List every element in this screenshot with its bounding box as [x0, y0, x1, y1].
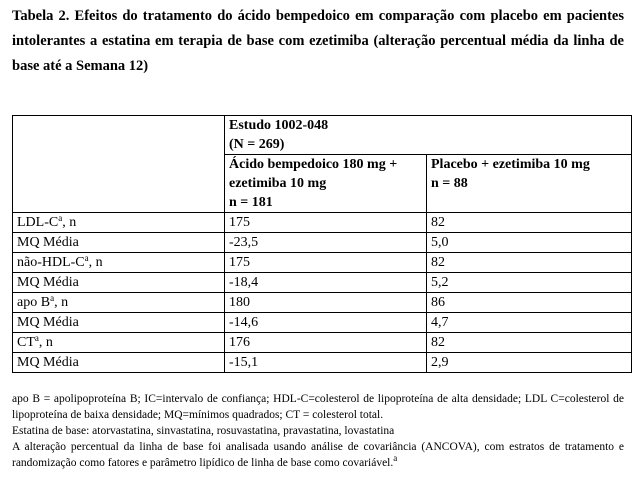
arm1-value: 176	[225, 333, 427, 353]
row-label-text: MQ Média	[17, 235, 79, 250]
row-label-suffix: , n	[88, 255, 103, 270]
arm1-name-line2: ezetimiba 10 mg	[229, 176, 327, 191]
row-label-text: CT	[17, 335, 35, 350]
arm1-header	[225, 155, 427, 213]
row-label-text: MQ Média	[17, 275, 79, 290]
footnote-background-statin: Estatina de base: atorvastatina, sinvastatina, rosuvastatina, pravastatina, lovastatina	[12, 425, 395, 437]
arm1-value: -23,5	[225, 233, 427, 253]
arm1-value: 180	[225, 293, 427, 313]
arm2-value: 2,9	[427, 353, 632, 373]
arm1-value: -15,1	[225, 353, 427, 373]
row-label-superscript: a	[34, 333, 39, 343]
arm2-value: 82	[427, 253, 632, 273]
arm2-value: 5,0	[427, 233, 632, 253]
row-label	[13, 233, 225, 253]
row-label-text: apo B	[17, 295, 51, 310]
row-label	[13, 353, 225, 373]
study-total-n: (N = 269)	[229, 137, 285, 152]
arm1-n: n = 181	[229, 195, 273, 210]
results-table	[12, 115, 632, 373]
table-row	[13, 213, 632, 233]
table-row	[13, 333, 632, 353]
row-label-suffix: , n	[62, 215, 77, 230]
footnote-abbreviations: apo B = apolipoproteína B; IC=intervalo de confiança; HDL-C=colesterol de lipoproteína de alta densidade; LDL C=colesterol de lipoproteína de baixa densidade; MQ=mínimos quadrados; CT = colesterol total.	[12, 393, 624, 421]
row-label	[13, 293, 225, 313]
footnote-analysis-marker: a	[393, 453, 398, 463]
arm2-name: Placebo + ezetimiba 10 mg	[431, 157, 590, 172]
study-name: Estudo 1002-048	[229, 118, 329, 133]
table-row	[13, 353, 632, 373]
study-header-cell	[225, 116, 632, 155]
row-label	[13, 333, 225, 353]
header-empty-cell	[13, 116, 225, 213]
table-row	[13, 253, 632, 273]
table-caption: Tabela 2. Efeitos do tratamento do ácido bempedoico em comparação com placebo em pacientes intolerantes a estatina em terapia de base com ezetimiba (alteração percentual média da linha de base até a Semana 12)	[12, 8, 624, 74]
arm2-value: 82	[427, 333, 632, 353]
arm1-value: 175	[225, 213, 427, 233]
row-label	[13, 313, 225, 333]
row-label-text: LDL-C	[17, 215, 59, 230]
arm2-header	[427, 155, 632, 213]
arm1-value: 175	[225, 253, 427, 273]
row-label-superscript: a	[84, 253, 89, 263]
row-label-superscript: a	[50, 293, 55, 303]
table-row	[13, 313, 632, 333]
row-label-text: MQ Média	[17, 315, 79, 330]
footnote-analysis-text: A alteração percentual da linha de base foi analisada usando análise de covariância (ANCOVA), com estratos de tratamento e randomização como fatores e parâmetro lipídico de linha de base como covariável.	[12, 441, 624, 469]
table-body	[13, 213, 632, 373]
table-row	[13, 273, 632, 293]
arm2-value: 4,7	[427, 313, 632, 333]
row-label	[13, 253, 225, 273]
footnotes	[12, 391, 624, 471]
arm2-n: n = 88	[431, 176, 468, 191]
row-label	[13, 273, 225, 293]
arm2-value: 86	[427, 293, 632, 313]
arm1-value: -14,6	[225, 313, 427, 333]
arm2-value: 82	[427, 213, 632, 233]
row-label	[13, 213, 225, 233]
table-row	[13, 233, 632, 253]
arm1-name-line1: Ácido bempedoico 180 mg +	[229, 157, 398, 172]
row-label-text: MQ Média	[17, 355, 79, 370]
arm2-value: 5,2	[427, 273, 632, 293]
row-label-superscript: a	[58, 213, 63, 223]
row-label-suffix: , n	[38, 335, 53, 350]
row-label-text: não-HDL-C	[17, 255, 85, 270]
row-label-suffix: , n	[54, 295, 69, 310]
arm1-value: -18,4	[225, 273, 427, 293]
header-row-study	[13, 116, 632, 155]
footnote-analysis	[12, 439, 624, 471]
table-row	[13, 293, 632, 313]
